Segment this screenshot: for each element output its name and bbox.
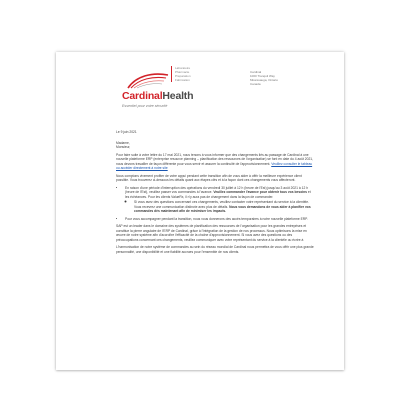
letter-date: Le 9 juin 2021 <box>116 130 137 134</box>
list-item: ◦ Si vous avez des questions concernant ces changements, veuillez contacter votre représentant du service à la clientèle. Vous recevrez une communication distincte avec plus de détails. Nous vous demandons de vous aider à planifier vos commandes dès maintenant afin de minimiser les impacts. <box>134 200 314 214</box>
paragraph-4: L'harmonisation de notre système de commandes au sein du réseau mondial de Cardinal nous permettra de vous offrir une plus grande personnalité, une disponibilité et une fiabilité accrues pour l'ensemble de nos clients. <box>116 245 314 254</box>
division-item: Laboratoire <box>175 66 191 70</box>
letter-body <box>116 130 314 257</box>
salutation: Madame, Monsieur, <box>116 140 131 149</box>
paragraph-3: SAP est un leader dans le domaine des systèmes de planification des ressources de l'organisation pour les grandes entreprises et constitue la pierre angulaire de l'ERP de Cardinal, grâce à l'intégration de la gestion de nos processus. Nous optimisons la mise en œuvre de notre système afin d'accroître l'efficacité de la chaîne d'approvisionnement. Si vous avez des questions ou des préoccupations concernant ces changements, veuillez communiquer avec votre représentant du service à la clientèle ou écrire à <box>116 224 307 242</box>
paragraph-2: Nous comptons vivement profiter de votre appui pendant cette transition afin de vous aider à offrir la meilleure expérience client possible. Vous trouverez ci-dessous les détails quant aux étapes clés et à la façon dont ces changements vous affecteront. <box>116 173 302 182</box>
address-line: Canada <box>250 82 261 86</box>
brand-name: CardinalHealth <box>122 90 194 102</box>
brand-tagline: Essentiel pour votre sécurité <box>122 104 168 108</box>
division-item: Pharmacie <box>175 70 190 74</box>
division-list <box>171 66 205 82</box>
table-link[interactable]: Veuillez consulter le tableau ou accéder directement à notre site <box>116 161 313 170</box>
list-item: • Pour vous accompagner pendant la transition, nous vous donnerons des accès temporaires à notre nouvelle plateforme ERP. <box>125 217 314 222</box>
logo-swoosh-icon <box>126 72 170 90</box>
letter-page <box>56 52 344 370</box>
list-item: • En raison d'une période d'interruption des opérations du vendredi 30 juillet à 12 h (heure de l'Est) jusqu'au 3 août 2021 à 12 h (heure de l'Est), veuillez passer vos commandes à l'avance. Veuillez commander l'avance pour obtenir tous vos besoins et les échéances. Pour les clients ValueRx, il n'y aura pas de changement dans la façon de commander. ◦ Si vous avez des questions concernant ces changements, veuillez contacter votre représentant du service à la clientèle. Vous recevrez une communication distincte avec plus de détails. Nous vous demandons de vous aider à planifier vos commandes dès maintenant afin de minimiser les impacts. <box>125 186 314 214</box>
company-address <box>250 70 320 86</box>
address-line: 1000 Tranquil Way <box>250 74 275 78</box>
address-line: Mississauga, Ontario <box>250 78 279 82</box>
division-item: Fabrication <box>175 78 190 82</box>
paragraph-1: Pour faire suite à votre lettre du 17 mai 2021, nous tenons à vous informer que des changements liés au passage de Cardinal à une nouvelle plateforme ERP (enterprise resource planning – planification des ressources de l'organisation) se font en date du 4 août 2021, nous devons travailler de façon différente pour vous servir et assurer la continuité de l'approvisionnement. Veuillez consulter le tableau ou accéder directement à notre site <box>116 152 314 170</box>
sub-bullet-list <box>125 200 314 214</box>
division-item: Préparation <box>175 74 191 78</box>
bullet-list <box>116 186 314 222</box>
address-line: Cardinal <box>250 70 262 74</box>
